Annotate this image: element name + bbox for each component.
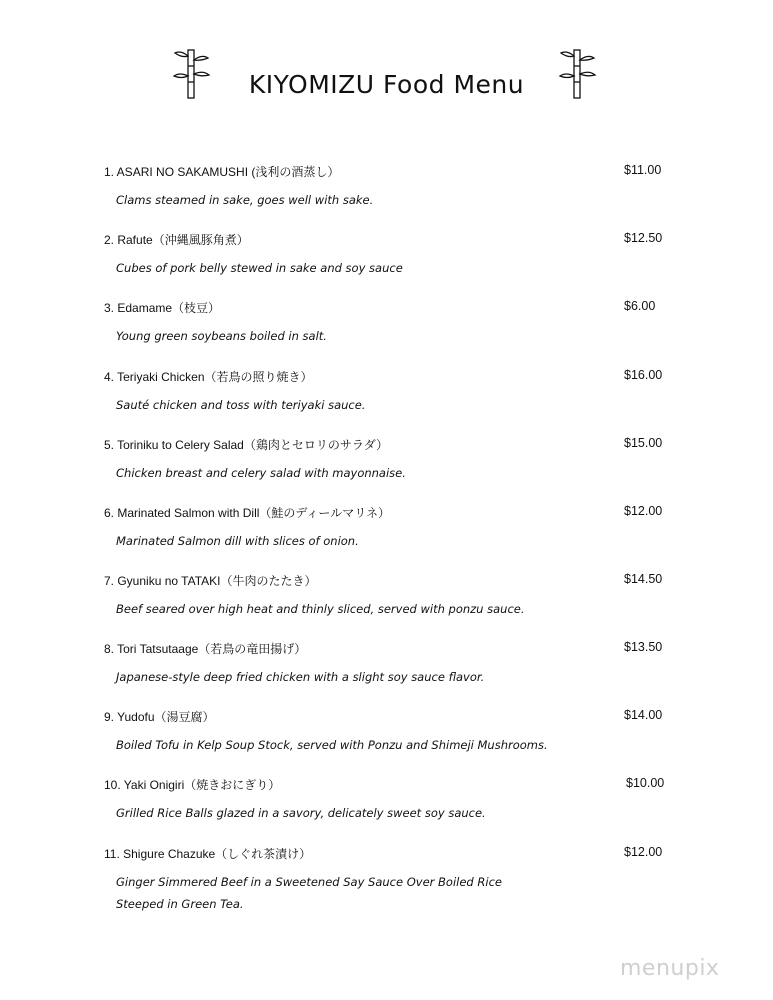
item-description: Young green soybeans boiled in salt. <box>116 329 327 343</box>
menu-item <box>104 231 684 279</box>
menu-item <box>104 640 684 688</box>
item-price: $12.50 <box>624 231 663 245</box>
item-description <box>116 871 684 915</box>
menu-item <box>104 299 684 347</box>
item-price: $10.00 <box>626 776 665 790</box>
item-description-line: Ginger Simmered Beef in a Sweetened Say Sauce Over Boiled Rice <box>116 875 502 889</box>
item-name: 8. Tori Tatsutaage（若鳥の竜田揚げ） <box>104 642 307 656</box>
item-price: $13.50 <box>624 640 663 654</box>
item-description: Grilled Rice Balls glazed in a savory, delicately sweet soy sauce. <box>116 806 486 820</box>
menu-item <box>104 504 684 552</box>
item-name: 10. Yaki Onigiri（焼きおにぎり） <box>104 778 281 792</box>
item-price: $14.00 <box>624 708 663 722</box>
item-description: Boiled Tofu in Kelp Soup Stock, served with Ponzu and Shimeji Mushrooms. <box>116 738 548 752</box>
item-name: 3. Edamame（枝豆） <box>104 301 221 315</box>
item-price: $6.00 <box>624 299 656 313</box>
menu-item <box>104 368 684 416</box>
menu-item <box>104 572 684 620</box>
item-price: $16.00 <box>624 368 663 382</box>
item-description: Cubes of pork belly stewed in sake and soy sauce <box>116 261 403 275</box>
menu-item <box>104 708 684 756</box>
menu-item <box>104 436 684 484</box>
watermark: menupix <box>620 956 720 981</box>
item-name: 2. Rafute（沖縄風豚角煮） <box>104 233 249 247</box>
item-description: Sauté chicken and toss with teriyaki sauce. <box>116 398 366 412</box>
menu-item <box>104 845 684 915</box>
item-price: $11.00 <box>624 163 662 177</box>
item-description: Chicken breast and celery salad with mayonnaise. <box>116 466 406 480</box>
item-description: Marinated Salmon dill with slices of onion. <box>116 534 359 548</box>
item-price: $15.00 <box>624 436 663 450</box>
item-description: Japanese-style deep fried chicken with a slight soy sauce flavor. <box>116 670 485 684</box>
menu-item <box>104 776 684 824</box>
item-name: 1. ASARI NO SAKAMUSHI (浅利の酒蒸し） <box>104 165 340 179</box>
item-name: 5. Toriniku to Celery Salad（鶏肉とセロリのサラダ） <box>104 438 389 452</box>
item-name: 7. Gyuniku no TATAKI（牛肉のたたき） <box>104 574 317 588</box>
item-price: $12.00 <box>624 504 663 518</box>
item-description: Beef seared over high heat and thinly sliced, served with ponzu sauce. <box>116 602 525 616</box>
page-title: KIYOMIZU Food Menu <box>248 70 525 99</box>
item-name: 11. Shigure Chazuke（しぐれ茶漬け） <box>104 847 312 861</box>
item-name: 6. Marinated Salmon with Dill（鮭のディールマリネ） <box>104 506 390 520</box>
menu-item <box>104 163 684 211</box>
item-name: 4. Teriyaki Chicken（若鳥の照り焼き） <box>104 370 313 384</box>
item-description: Clams steamed in sake, goes well with sake. <box>116 193 374 207</box>
item-price: $14.50 <box>624 572 663 586</box>
item-name: 9. Yudofu（湯豆腐） <box>104 710 215 724</box>
item-price: $12.00 <box>624 845 663 859</box>
item-description-line: Steeped in Green Tea. <box>116 897 244 911</box>
